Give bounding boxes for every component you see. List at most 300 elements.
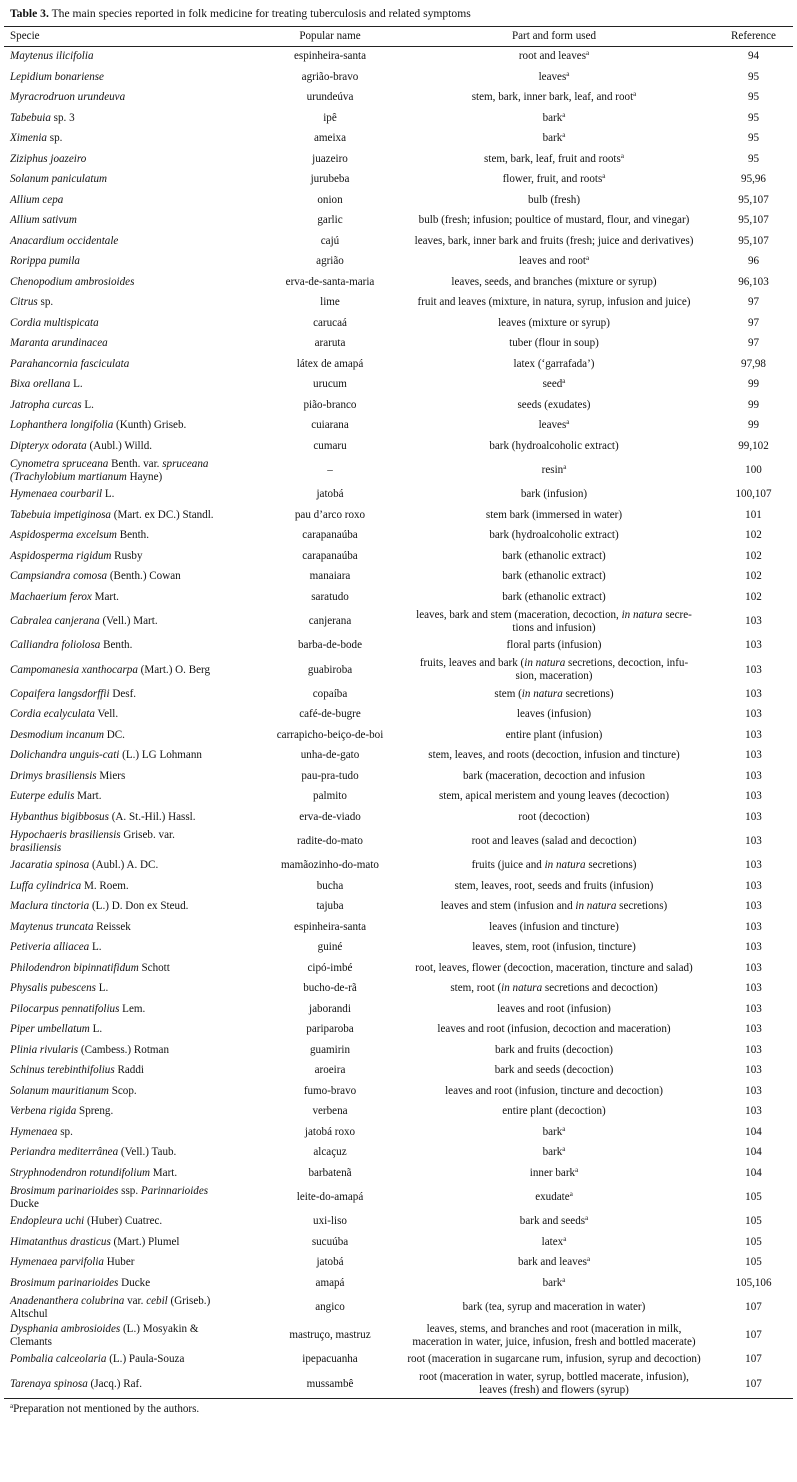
reference-cell: 95,107 <box>738 214 769 227</box>
part-form-cell: root (maceration in sugarcane rum, infusion, syrup and decoction) <box>407 1353 701 1366</box>
reference-cell: 103 <box>745 615 762 628</box>
popular-name-cell: aroeira <box>314 1064 346 1077</box>
table-row <box>4 567 793 588</box>
table-row <box>4 354 793 375</box>
popular-name-cell: bucha <box>316 879 344 892</box>
popular-name-cell: saratudo <box>311 590 349 603</box>
species-cell: Citrus sp. <box>10 296 54 309</box>
table-footnote <box>4 1399 793 1416</box>
reference-cell: 102 <box>745 590 762 603</box>
table-row <box>4 938 793 959</box>
table-row <box>4 334 793 355</box>
popular-name-cell: guamirin <box>309 1043 351 1056</box>
part-form-cell: leaves (infusion) <box>516 708 592 721</box>
part-form-cell: leaves and root (infusion, tincture and decoction) <box>445 1084 663 1097</box>
popular-name-cell: manaiara <box>309 570 351 583</box>
popular-name-cell: unha-de-gato <box>300 749 360 762</box>
part-form-cell: seed$^a$ <box>542 377 566 391</box>
part-form-cell: bulb (fresh) <box>527 193 581 206</box>
reference-cell: 99 <box>747 398 760 411</box>
species-cell: Maclura tinctoria (L.) D. Don ex Steud. <box>10 900 189 913</box>
popular-name-cell: ameixa <box>313 132 347 145</box>
species-cell: Plinia rivularis (Cambess.) Rotman <box>10 1043 170 1056</box>
table-row <box>4 705 793 726</box>
reference-cell: 107 <box>745 1329 762 1342</box>
species-cell: Drimys brasiliensis Miers <box>10 769 126 782</box>
reference-cell: 100 <box>745 464 762 477</box>
reference-cell: 97 <box>747 296 760 309</box>
part-form-cell: leaves (mixture or syrup) <box>498 316 610 329</box>
species-cell: Parahancornia fasciculata <box>10 357 130 370</box>
table-row <box>4 684 793 705</box>
reference-cell: 105 <box>745 1191 762 1204</box>
popular-name-cell: ipê <box>323 111 337 124</box>
part-form-cell: latex$^a$ <box>541 1234 567 1248</box>
part-form-cell: fruit and leaves (mixture, in natura, syrup, infusion and juice) <box>417 296 691 309</box>
popular-name-cell: radite-do-mato <box>297 835 363 848</box>
popular-name-cell: uxi-liso <box>313 1215 347 1228</box>
species-cell: Hymenaea courbaril L. <box>10 488 115 501</box>
header-part-form: Part and form used <box>394 26 714 46</box>
popular-name-cell: – <box>327 464 333 477</box>
species-cell: Allium sativum <box>10 214 77 227</box>
table-row <box>4 1322 793 1350</box>
popular-name-cell: copaíba <box>312 687 348 700</box>
popular-name-cell: espinheira-santa <box>293 920 367 933</box>
popular-name-cell: ipepacuanha <box>302 1353 358 1366</box>
reference-cell: 100,107 <box>735 488 772 501</box>
popular-name-cell: mussambê <box>266 1370 394 1399</box>
species-cell: Hypochaeris brasiliensis Griseb. var. brasiliensis <box>10 828 175 854</box>
table-row <box>4 88 793 109</box>
table-row <box>4 1102 793 1123</box>
species-cell: Endopleura uchi (Huber) Cuatrec. <box>10 1215 163 1228</box>
species-cell: Pilocarpus pennatifolius Lem. <box>10 1002 146 1015</box>
table-row <box>4 1370 793 1399</box>
table-row <box>4 828 793 856</box>
popular-name-cell: pariparoba <box>306 1023 354 1036</box>
table-row <box>4 211 793 232</box>
footnote-text: Preparation not mentioned by the authors. <box>13 1403 200 1416</box>
part-form-cell: leaves, stem, root (infusion, tincture) <box>472 941 636 954</box>
species-cell: Maytenus truncata Reissek <box>10 920 131 933</box>
popular-name-cell: urucum <box>313 378 347 391</box>
species-cell: Solanum mauritianum Scop. <box>10 1084 137 1097</box>
table-row <box>4 999 793 1020</box>
reference-cell: 103 <box>745 1043 762 1056</box>
popular-name-cell: lime <box>320 296 340 309</box>
popular-name-cell: carrapicho-beiço-de-boi <box>276 728 384 741</box>
part-form-cell: bark$^a$ <box>542 1145 566 1159</box>
popular-name-cell: leite-do-amapá <box>296 1191 364 1204</box>
popular-name-cell: palmito <box>313 790 347 803</box>
part-form-cell: bark$^a$ <box>542 110 566 124</box>
reference-cell: 102 <box>745 529 762 542</box>
species-cell: Lepidium bonariense <box>10 70 104 83</box>
part-form-cell: entire plant (decoction) <box>502 1105 606 1118</box>
reference-cell: 95,107 <box>738 234 769 247</box>
table-row <box>4 457 793 485</box>
table-row <box>4 897 793 918</box>
species-cell: Stryphnodendron rotundifolium Mart. <box>10 1166 178 1179</box>
popular-name-cell: canjerana <box>308 615 352 628</box>
part-form-cell: stem, leaves, root, seeds and fruits (infusion) <box>454 879 654 892</box>
part-form-cell: bark$^a$ <box>542 1124 566 1138</box>
popular-name-cell: angico <box>315 1301 345 1314</box>
species-cell: Tabebuia impetiginosa (Mart. ex DC.) Standl. <box>10 508 214 521</box>
popular-name-cell: sucuúba <box>311 1235 349 1248</box>
header-reference: Reference <box>714 26 793 46</box>
popular-name-cell: jaborandi <box>309 1002 351 1015</box>
reference-cell: 96,103 <box>738 275 769 288</box>
species-cell: Anacardium occidentale <box>10 234 119 247</box>
reference-cell: 99,102 <box>738 439 769 452</box>
table-row <box>4 917 793 938</box>
species-cell: Periandra mediterrânea (Vell.) Taub. <box>10 1146 177 1159</box>
table-row <box>4 313 793 334</box>
reference-cell: 95 <box>747 111 760 124</box>
table-row <box>4 170 793 191</box>
part-form-cell: inner bark$^a$ <box>529 1165 579 1179</box>
header-row <box>4 26 793 46</box>
popular-name-cell: cajú <box>320 234 340 247</box>
reference-cell: 95 <box>747 70 760 83</box>
species-cell: Allium cepa <box>10 193 64 206</box>
reference-cell: 103 <box>745 920 762 933</box>
part-form-cell: bark$^a$ <box>542 1275 566 1289</box>
species-cell: Brosimum parinarioides Ducke <box>10 1276 151 1289</box>
reference-cell: 97 <box>747 316 760 329</box>
species-cell: Desmodium incanum DC. <box>10 728 125 741</box>
part-form-cell: seeds (exudates) <box>517 398 591 411</box>
reference-cell: 97 <box>747 337 760 350</box>
table-caption <box>4 5 793 26</box>
table-row <box>4 272 793 293</box>
table-row <box>4 416 793 437</box>
popular-name-cell: tajuba <box>316 900 344 913</box>
popular-name-cell: jatobá roxo <box>304 1125 356 1138</box>
reference-cell: 95 <box>747 152 760 165</box>
species-cell: Physalis pubescens L. <box>10 982 109 995</box>
part-form-cell: root (maceration in water, syrup, bottled macerate, infusion), leaves (fresh) and flowers (syrup) <box>394 1370 714 1399</box>
part-form-cell: leaves$^a$ <box>538 69 570 83</box>
popular-name-cell: jurubeba <box>310 173 350 186</box>
reference-cell: 103 <box>745 728 762 741</box>
part-form-cell: root, leaves, flower (decoction, maceration, tincture and salad) <box>415 961 693 974</box>
species-cell: Tabebuia sp. 3 <box>10 111 75 124</box>
table-row <box>4 190 793 211</box>
popular-name-cell: amapá <box>315 1276 345 1289</box>
popular-name-cell: barbatenã <box>308 1166 352 1179</box>
table-row <box>4 1232 793 1253</box>
table-header <box>4 26 793 46</box>
reference-cell: 103 <box>745 835 762 848</box>
popular-name-cell: bucho-de-rã <box>303 982 357 995</box>
header-specie: Specie <box>4 26 266 46</box>
table-row <box>4 1143 793 1164</box>
part-form-cell: leaves (infusion and tincture) <box>489 920 619 933</box>
table-row <box>4 149 793 170</box>
part-form-cell: bark (ethanolic extract) <box>502 570 606 583</box>
part-form-cell: leaves, stems, and branches and root (maceration in milk, maceration in water, juice, infusion, fresh and bottled macerate) <box>412 1322 696 1348</box>
part-form-cell: leaves$^a$ <box>538 418 570 432</box>
popular-name-cell: pião-branco <box>303 398 357 411</box>
table-row <box>4 526 793 547</box>
popular-name-cell: carapanaúba <box>302 549 358 562</box>
table-row <box>4 1081 793 1102</box>
part-form-cell: bulb (fresh; infusion; poultice of mustard, flour, and vinegar) <box>418 214 690 227</box>
reference-cell: 103 <box>745 1105 762 1118</box>
species-cell: Verbena rigida Spreng. <box>10 1105 114 1118</box>
popular-name-cell: erva-de-viado <box>299 810 361 823</box>
reference-cell: 103 <box>745 663 762 676</box>
reference-cell: 103 <box>745 639 762 652</box>
table-row <box>4 1212 793 1233</box>
reference-cell: 103 <box>745 769 762 782</box>
popular-name-cell: pau d’arco roxo <box>294 508 366 521</box>
popular-name-cell: mamãozinho-do-mato <box>281 859 379 872</box>
reference-cell: 107 <box>745 1301 762 1314</box>
reference-cell: 107 <box>714 1370 793 1399</box>
species-cell: Euterpe edulis Mart. <box>10 790 102 803</box>
species-cell: Tarenaya spinosa (Jacq.) Raf. <box>4 1370 266 1399</box>
table-row <box>4 231 793 252</box>
species-cell: Hymenaea parvifolia Huber <box>10 1256 135 1269</box>
table-row <box>4 129 793 150</box>
reference-cell: 101 <box>745 508 762 521</box>
species-cell: Campsiandra comosa (Benth.) Cowan <box>10 570 181 583</box>
part-form-cell: root and leaves$^a$ <box>518 49 590 63</box>
popular-name-cell: agrião <box>316 255 344 268</box>
table-row <box>4 746 793 767</box>
table-row <box>4 1253 793 1274</box>
popular-name-cell: urundeúva <box>306 91 354 104</box>
reference-cell: 105 <box>745 1256 762 1269</box>
table-row <box>4 656 793 684</box>
part-form-cell: leaves and stem (infusion and in natura secretions) <box>440 900 668 913</box>
popular-name-cell: espinheira-santa <box>293 50 367 63</box>
part-form-cell: bark (hydroalcoholic extract) <box>489 529 619 542</box>
species-cell: Dysphania ambrosioides (L.) Mosyakin & Clemants <box>10 1322 199 1348</box>
species-cell: Brosimum parinarioides ssp. Parinnarioides Ducke <box>10 1184 209 1210</box>
part-form-cell: bark and seeds$^a$ <box>519 1214 589 1228</box>
table-row <box>4 725 793 746</box>
species-cell: Luffa cylindrica M. Roem. <box>10 879 129 892</box>
part-form-cell: entire plant (infusion) <box>505 728 603 741</box>
reference-cell: 102 <box>745 549 762 562</box>
table-row <box>4 807 793 828</box>
reference-cell: 103 <box>745 900 762 913</box>
species-cell: Cabralea canjerana (Vell.) Mart. <box>10 615 158 628</box>
table-row <box>4 546 793 567</box>
part-form-cell: stem, leaves, and roots (decoction, infusion and tincture) <box>428 749 680 762</box>
table-row <box>4 636 793 657</box>
species-cell: Hybanthus bigibbosus (A. St.-Hil.) Hassl. <box>10 810 196 823</box>
part-form-cell: stem bark (immersed in water) <box>485 508 623 521</box>
reference-cell: 104 <box>745 1146 762 1159</box>
table-row <box>4 46 793 67</box>
table-row <box>4 252 793 273</box>
part-form-cell: flower, fruit, and roots$^a$ <box>502 172 606 186</box>
reference-cell: 95 <box>747 91 760 104</box>
species-cell: Campomanesia xanthocarpa (Mart.) O. Berg <box>10 663 211 676</box>
species-cell: Rorippa pumila <box>10 255 80 268</box>
part-form-cell: exudate$^a$ <box>535 1190 573 1204</box>
popular-name-cell: juazeiro <box>312 152 348 165</box>
reference-cell: 95,107 <box>738 193 769 206</box>
reference-cell: 103 <box>745 859 762 872</box>
table-caption-text: The main species reported in folk medicine for treating tuberculosis and related symptoms <box>48 7 471 20</box>
reference-cell: 103 <box>745 982 762 995</box>
species-cell: Ziziphus joazeiro <box>10 152 87 165</box>
part-form-cell: root and leaves (salad and decoction) <box>471 835 637 848</box>
part-form-cell: bark and leaves$^a$ <box>517 1255 591 1269</box>
part-form-cell: stem (in natura secretions) <box>494 687 614 700</box>
species-cell: Lophanthera longifolia (Kunth) Griseb. <box>10 419 187 432</box>
reference-cell: 107 <box>745 1353 762 1366</box>
reference-cell: 102 <box>745 570 762 583</box>
reference-cell: 94 <box>747 50 760 63</box>
reference-cell: 103 <box>745 1084 762 1097</box>
part-form-cell: tuber (flour in soup) <box>509 337 599 350</box>
table-row <box>4 608 793 636</box>
part-form-cell: floral parts (infusion) <box>506 639 602 652</box>
popular-name-cell: garlic <box>317 214 343 227</box>
table-row <box>4 876 793 897</box>
popular-name-cell: látex de amapá <box>296 357 364 370</box>
table-row <box>4 67 793 88</box>
part-form-cell: leaves and root$^a$ <box>518 254 590 268</box>
table-row <box>4 1020 793 1041</box>
popular-name-cell: jatobá <box>316 488 344 501</box>
popular-name-cell: cuiarana <box>311 419 349 432</box>
reference-cell: 103 <box>745 941 762 954</box>
part-form-cell: bark and fruits (decoction) <box>495 1043 613 1056</box>
table-row <box>4 856 793 877</box>
part-form-cell: bark (ethanolic extract) <box>502 549 606 562</box>
species-cell: Cordia multispicata <box>10 316 99 329</box>
table-row <box>4 1122 793 1143</box>
reference-cell: 95,96 <box>741 173 766 186</box>
species-cell: Aspidosperma excelsum Benth. <box>10 529 149 542</box>
part-form-cell: resin$^a$ <box>541 463 567 477</box>
popular-name-cell: carucaá <box>313 316 347 329</box>
part-form-cell: leaves, seeds, and branches (mixture or syrup) <box>451 275 657 288</box>
popular-name-cell: pau-pra-tudo <box>301 769 359 782</box>
table-row <box>4 1350 793 1371</box>
species-cell: Hymenaea sp. <box>10 1125 73 1138</box>
table-row <box>4 1061 793 1082</box>
part-form-cell: leaves and root (infusion) <box>497 1002 611 1015</box>
popular-name-cell: erva-de-santa-maria <box>285 275 375 288</box>
reference-cell: 104 <box>745 1125 762 1138</box>
species-cell: Maranta arundinacea <box>10 337 108 350</box>
species-cell: Solanum paniculatum <box>10 173 108 186</box>
species-cell: Jatropha curcas L. <box>10 398 94 411</box>
species-cell: Copaifera langsdorffii Desf. <box>10 687 137 700</box>
table-row <box>4 108 793 129</box>
species-cell: Himatanthus drasticus (Mart.) Plumel <box>10 1235 180 1248</box>
reference-cell: 103 <box>745 961 762 974</box>
reference-cell: 103 <box>745 749 762 762</box>
part-form-cell: bark (maceration, decoction and infusion <box>462 769 646 782</box>
part-form-cell: leaves and root (infusion, decoction and maceration) <box>437 1023 671 1036</box>
popular-name-cell: cipó-imbé <box>307 961 353 974</box>
species-cell: Machaerium ferox Mart. <box>10 590 119 603</box>
species-cell: Myracrodruon urundeuva <box>10 91 126 104</box>
table-row <box>4 505 793 526</box>
table-row <box>4 436 793 457</box>
species-cell: Philodendron bipinnatifidum Schott <box>10 961 170 974</box>
species-cell: Schinus terebinthifolius Raddi <box>10 1064 144 1077</box>
part-form-cell: fruits, leaves and bark (in natura secretions, decoction, infu- sion, maceration) <box>419 657 689 683</box>
species-cell: Dipteryx odorata (Aubl.) Willd. <box>10 439 153 452</box>
popular-name-cell: alcaçuz <box>313 1146 347 1159</box>
reference-cell: 103 <box>745 790 762 803</box>
part-form-cell: bark$^a$ <box>542 131 566 145</box>
popular-name-cell: cumaru <box>313 439 347 452</box>
header-popular-name: Popular name <box>266 26 394 46</box>
popular-name-cell: café-de-bugre <box>299 708 361 721</box>
table-row <box>4 958 793 979</box>
species-cell: Chenopodium ambrosioides <box>10 275 135 288</box>
species-cell: Calliandra foliolosa Benth. <box>10 639 133 652</box>
table-row <box>4 293 793 314</box>
table-row <box>4 395 793 416</box>
table-row <box>4 766 793 787</box>
table-row <box>4 1184 793 1212</box>
reference-cell: 99 <box>747 419 760 432</box>
part-form-cell: leaves, bark and stem (maceration, decoction, in natura secre- tions and infusion) <box>416 608 692 634</box>
reference-cell: 103 <box>745 810 762 823</box>
part-form-cell: bark (ethanolic extract) <box>502 590 606 603</box>
popular-name-cell: araruta <box>314 337 346 350</box>
reference-cell: 104 <box>745 1166 762 1179</box>
reference-cell: 96 <box>747 255 760 268</box>
reference-cell: 105 <box>745 1215 762 1228</box>
popular-name-cell: barba-de-bode <box>297 639 363 652</box>
part-form-cell: bark (tea, syrup and maceration in water) <box>462 1301 646 1314</box>
part-form-cell: root (decoction) <box>518 810 590 823</box>
species-cell: Ximenia sp. <box>10 132 63 145</box>
species-table <box>4 26 793 1400</box>
table-row <box>4 1040 793 1061</box>
part-form-cell: latex (‘garrafada’) <box>513 357 595 370</box>
reference-cell: 103 <box>745 687 762 700</box>
table-row <box>4 1294 793 1322</box>
table-row <box>4 979 793 1000</box>
footnote-mark: a <box>10 1402 14 1411</box>
popular-name-cell: agrião-bravo <box>301 70 359 83</box>
reference-cell: 97,98 <box>741 357 766 370</box>
popular-name-cell: carapanaúba <box>302 529 358 542</box>
popular-name-cell: onion <box>317 193 343 206</box>
table-body <box>4 46 793 1399</box>
species-cell: Aspidosperma rigidum Rusby <box>10 549 143 562</box>
part-form-cell: fruits (juice and in natura secretions) <box>471 859 637 872</box>
species-cell: Cordia ecalyculata Vell. <box>10 708 119 721</box>
reference-cell: 103 <box>745 1023 762 1036</box>
popular-name-cell: fumo-bravo <box>303 1084 357 1097</box>
part-form-cell: bark and seeds (decoction) <box>494 1064 614 1077</box>
reference-cell: 103 <box>745 879 762 892</box>
table-row <box>4 1163 793 1184</box>
part-form-cell: stem, root (in natura secretions and decoction) <box>450 982 658 995</box>
species-cell: Cynometra spruceana Benth. var. spruceana (Trachylobium martianum Hayne) <box>10 457 209 483</box>
part-form-cell: stem, bark, leaf, fruit and roots$^a$ <box>484 151 624 165</box>
popular-name-cell: guabiroba <box>307 663 353 676</box>
species-cell: Pombalia calceolaria (L.) Paula-Souza <box>10 1353 185 1366</box>
